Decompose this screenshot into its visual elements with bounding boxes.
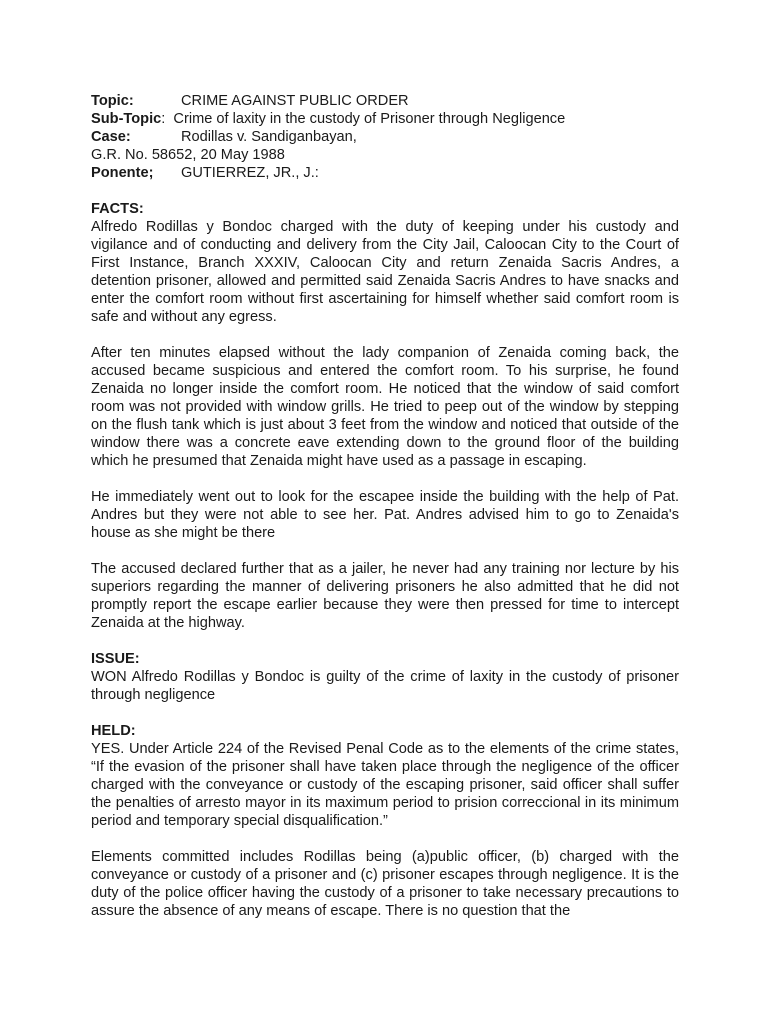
held-paragraph: Elements committed includes Rodillas being (a)public officer, (b) charged with the conveyance or custody of a prisoner and (c) prisoner escapes through negligence. It is the duty of the police officer having the custody of a prisoner to take necessary precautions to assure the absence of any means of escape. There is no question that the: [91, 849, 679, 919]
subtopic-label: Sub-Topic: [91, 111, 162, 127]
ponente-label: Ponente;: [91, 165, 154, 181]
facts-paragraph: Alfredo Rodillas y Bondoc charged with the duty of keeping under his custody and vigilance and of conducting and delivery from the City Jail, Caloocan City to the Court of First Instance, Branch XXXIV, Caloocan City and return Zenaida Sacris Andres, a detention prisoner, allowed and permitted said Zenaida Sacris Andres to have snacks and enter the comfort room without first ascertaining for himself whether said comfort room is safe and without any egress.: [91, 219, 679, 325]
topic-value: CRIME AGAINST PUBLIC ORDER: [181, 93, 409, 109]
gr-number-line: G.R. No. 58652, 20 May 1988: [91, 147, 285, 163]
facts-paragraph: He immediately went out to look for the escapee inside the building with the help of Pat. Andres but they were not able to see her. Pat. Andres advised him to go to Zenaida's house as she might be there: [91, 489, 679, 541]
held-section: [91, 740, 679, 920]
facts-paragraph: After ten minutes elapsed without the lady companion of Zenaida coming back, the accused became suspicious and entered the comfort room. To his surprise, he found Zenaida no longer inside the comfort room. He noticed that the window of said comfort room was not provided with window grills. He tried to peep out of the window by stepping on the flush tank which is just about 3 feet from the window and noticed that outside of the window there was a concrete eave extending down to the ground floor of the building which he presumed that Zenaida might have used as a passage in escaping.: [91, 345, 679, 469]
facts-paragraph: The accused declared further that as a jailer, he never had any training nor lecture by his superiors regarding the manner of delivering prisoners he also admitted that he did not promptly report the escape earlier because they were then pressed for time to intercept Zenaida at the highway.: [91, 561, 679, 631]
topic-row: [91, 92, 679, 110]
ponente-row: [91, 164, 679, 182]
case-row: [91, 128, 679, 146]
held-heading: HELD:: [91, 723, 136, 739]
facts-section: [91, 218, 679, 632]
issue-heading: ISSUE:: [91, 651, 140, 667]
case-value: Rodillas v. Sandiganbayan,: [181, 129, 357, 145]
topic-label: Topic:: [91, 93, 134, 109]
document-page: [91, 92, 679, 920]
subtopic-value: : Crime of laxity in the custody of Prisoner through Negligence: [161, 111, 566, 127]
issue-section: [91, 668, 679, 704]
ponente-value: GUTIERREZ, JR., J.:: [181, 165, 319, 181]
case-label: Case:: [91, 129, 131, 145]
subtopic-row: [91, 110, 679, 128]
facts-heading: FACTS:: [91, 201, 144, 217]
issue-paragraph: WON Alfredo Rodillas y Bondoc is guilty of the crime of laxity in the custody of prisoner through negligence: [91, 669, 679, 703]
held-paragraph: YES. Under Article 224 of the Revised Penal Code as to the elements of the crime states, “If the evasion of the prisoner shall have taken place through the negligence of the officer charged with the conveyance or custody of the escaping prisoner, said officer shall suffer the penalties of arresto mayor in its maximum period to prision correccional in its minimum period and temporary special disqualification.”: [91, 741, 679, 829]
